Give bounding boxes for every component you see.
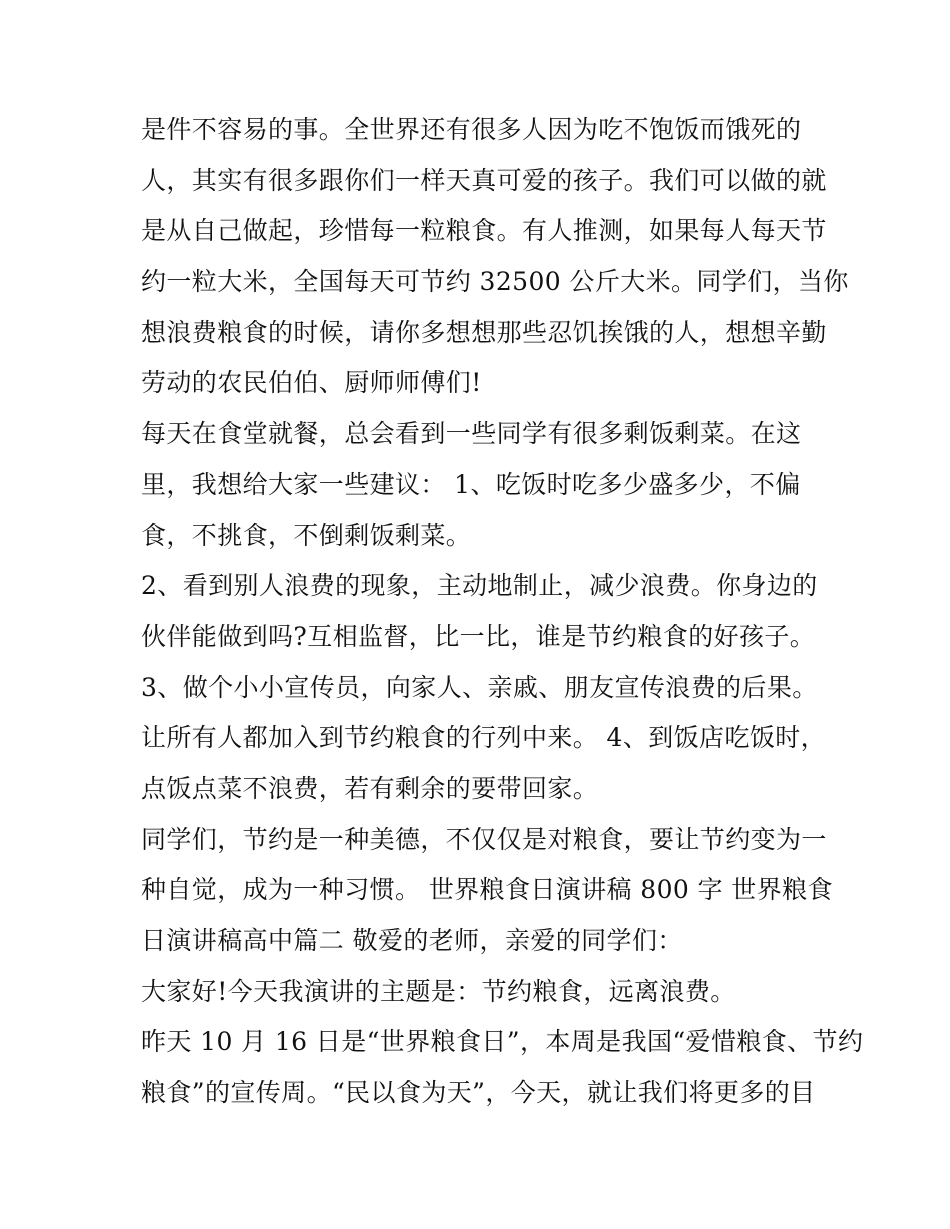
- text-line: 2、看到别人浪费的现象，主动地制止，减少浪费。你身边的: [141, 571, 818, 601]
- text-line: 日演讲稿高中篇二 敬爱的老师，亲爱的同学们：: [141, 926, 683, 955]
- text-line: 是件不容易的事。全世界还有很多人因为吃不饱饭而饿死的: [141, 115, 802, 144]
- text-line: 人，其实有很多跟你们一样天真可爱的孩子。我们可以做的就: [141, 165, 827, 195]
- text-line: 想浪费粮食的时候，请你多想想那些忍饥挨饿的人，想想辛勤: [141, 317, 827, 347]
- text-line: 让所有人都加入到节约粮食的行列中来。 4、到饭店吃饭时，: [141, 723, 827, 753]
- text-line: 每天在食堂就餐，总会看到一些同学有很多剩饭剩菜。在这: [141, 419, 802, 449]
- text-line: 点饭点菜不浪费，若有剩余的要带回家。: [141, 773, 599, 803]
- text-line: 伙伴能做到吗?互相监督，比一比，谁是节约粮食的好孩子。: [141, 621, 816, 651]
- text-line: 劳动的农民伯伯、厨师师傅们!: [141, 368, 482, 398]
- text-line: 昨天 10 月 16 日是“世界粮食日”，本周是我国“爱惜粮食、节约: [141, 1027, 864, 1057]
- text-line: 大家好!今天我演讲的主题是：节约粮食，远离浪费。: [141, 976, 736, 1006]
- text-line: 里，我想给大家一些建议： 1、吃饭时吃多少盛多少，不偏: [141, 469, 801, 499]
- text-line: 种自觉，成为一种习惯。 世界粮食日演讲稿 800 字 世界粮食: [141, 875, 833, 905]
- text-line: 粮食”的宣传周。“民以食为天”，今天，就让我们将更多的目: [141, 1078, 816, 1108]
- text-line: 是从自己做起，珍惜每一粒粮食。有人推测，如果每人每天节: [141, 216, 827, 246]
- text-line: 食，不挑食，不倒剩饭剩菜。: [141, 520, 472, 550]
- text-line: 3、做个小小宣传员，向家人、亲戚、朋友宣传浪费的后果。: [141, 672, 818, 702]
- speech-text: [141, 105, 864, 1119]
- text-line: 同学们，节约是一种美德，不仅仅是对粮食，要让节约变为一: [141, 824, 827, 854]
- text-line: 约一粒大米，全国每天可节约 32500 公斤大米。同学们，当你: [141, 267, 849, 297]
